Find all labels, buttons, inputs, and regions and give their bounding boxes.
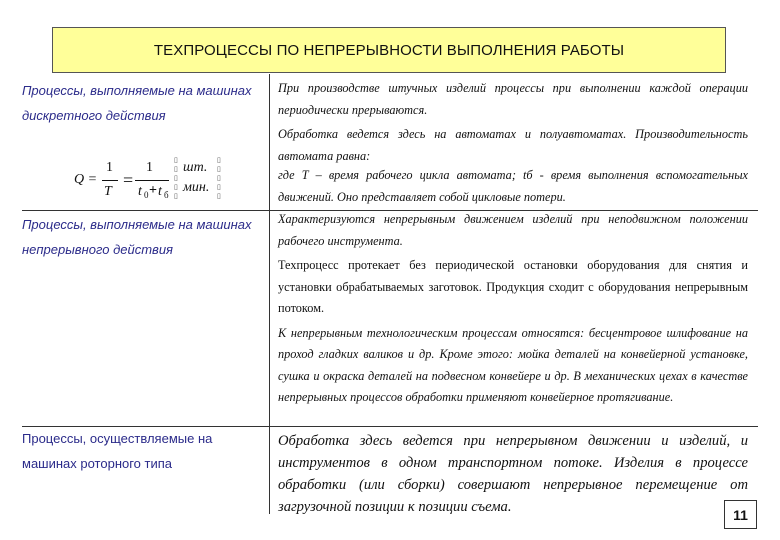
row-2-paragraph: К непрерывным технологическим процессам относятся: бесцентровое шлифование на проход гладких валиков и др. Кроме этого: мойка деталей на конвейерной установке, сушка и окраска деталей на подвесном конвейере и др. В механических цехах в качестве непрерывных процессов обработки применяют конвейерное протягивание. xyxy=(278,325,748,404)
formula-fraction-bar xyxy=(102,180,118,181)
formula-den: t xyxy=(158,184,162,199)
row-1-content xyxy=(278,78,748,167)
row-1-label: Процессы, выполняемые на машинах дискретного действия xyxy=(22,83,252,123)
row-3-label: Процессы, осуществляемые на машинах роторного типа xyxy=(22,431,213,471)
formula-bracket-glyph: ▯ ▯ ▯ ▯ ▯ xyxy=(217,156,221,200)
formula-eq: = xyxy=(123,170,134,190)
productivity-formula xyxy=(60,158,240,208)
row-2-label: Процессы, выполняемые на машинах непрерывного действия xyxy=(22,217,252,257)
formula-subscript: б xyxy=(164,190,169,200)
formula-plus: + xyxy=(149,183,157,198)
row-3-content xyxy=(278,430,748,518)
row-1-paragraph: Обработка ведется здесь на автоматах и полуавтоматах. Производительность автомата равна: xyxy=(278,127,748,163)
row-2-content xyxy=(278,209,748,409)
formula-lhs: Q = xyxy=(74,172,98,187)
formula-unit: шт. xyxy=(183,160,208,175)
row-1-content-cont xyxy=(278,165,748,208)
row-1-paragraph: где Т – время рабочего цикла автомата; tб - время выполнения вспомогательных движений. Оно представляет собой цикловые потери. xyxy=(278,168,748,204)
page-number: 11 xyxy=(724,500,757,529)
row-3-paragraph: Обработка здесь ведется при непрерывном движении и изделий, и инструментов в одном транспортном потоке. Изделия в процессе обработки (или сборки) совершают непрерывное перемещение от загрузочной позиции к позиции съема. xyxy=(278,433,748,515)
row-1-paragraph: При производстве штучных изделий процессы при выполнении каждой операции периодически прерываются. xyxy=(278,81,748,117)
slide-title: ТЕХПРОЦЕССЫ ПО НЕПРЕРЫВНОСТИ ВЫПОЛНЕНИЯ РАБОТЫ xyxy=(52,27,726,73)
row-2-paragraph: Техпроцесс протекает без периодической остановки оборудования для снятия и установки обрабатываемых заготовок. Продукция сходит с оборудования непрерывным потоком. xyxy=(278,258,748,315)
row-2-paragraph: Характеризуются непрерывным движением изделий при неподвижном положении рабочего инструмента. xyxy=(278,212,748,248)
table-divider xyxy=(269,74,270,514)
formula-num: 1 xyxy=(146,160,153,175)
formula-subscript: 0 xyxy=(144,190,149,200)
formula-num: 1 xyxy=(106,160,113,175)
formula-unit: мин. xyxy=(183,180,210,195)
formula-den: t xyxy=(138,184,142,199)
formula-bracket-glyph: ▯ ▯ ▯ ▯ ▯ xyxy=(174,156,178,200)
formula-fraction-bar xyxy=(135,180,169,181)
formula-den: T xyxy=(104,184,112,199)
